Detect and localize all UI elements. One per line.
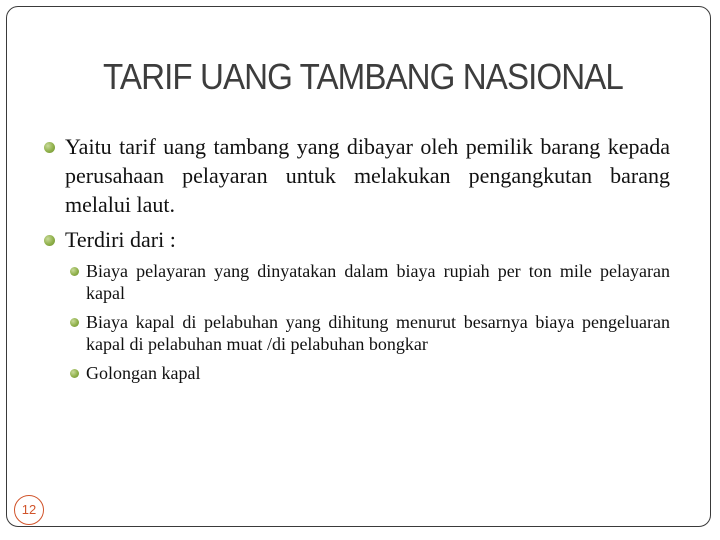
slide-content — [44, 132, 670, 391]
page-number-badge: 12 — [14, 495, 44, 525]
sub-bullet-item — [70, 311, 670, 355]
bullet-text: Terdiri dari : — [65, 227, 176, 252]
sub-bullet-text: Golongan kapal — [86, 363, 201, 383]
sub-bullet-text: Biaya kapal di pelabuhan yang dihitung menurut besarnya biaya pengeluaran kapal di pelabuhan muat /di pelabuhan bongkar — [86, 312, 670, 354]
green-dot-icon — [70, 318, 79, 327]
bullet-text: Yaitu tarif uang tambang yang dibayar oleh pemilik barang kepada perusahaan pelayaran untuk melakukan pengangkutan barang melalui laut. — [65, 134, 670, 217]
sub-bullet-item — [70, 362, 670, 384]
green-dot-icon — [44, 235, 55, 246]
green-dot-icon — [70, 267, 79, 276]
bullet-item — [44, 132, 670, 219]
green-dot-icon — [70, 369, 79, 378]
bullet-item — [44, 225, 670, 254]
sub-bullet-item — [70, 260, 670, 304]
green-dot-icon — [44, 142, 55, 153]
slide-title: TARIF UANG TAMBANG NASIONAL — [103, 56, 623, 97]
sub-bullet-text: Biaya pelayaran yang dinyatakan dalam biaya rupiah per ton mile pelayaran kapal — [86, 261, 670, 303]
